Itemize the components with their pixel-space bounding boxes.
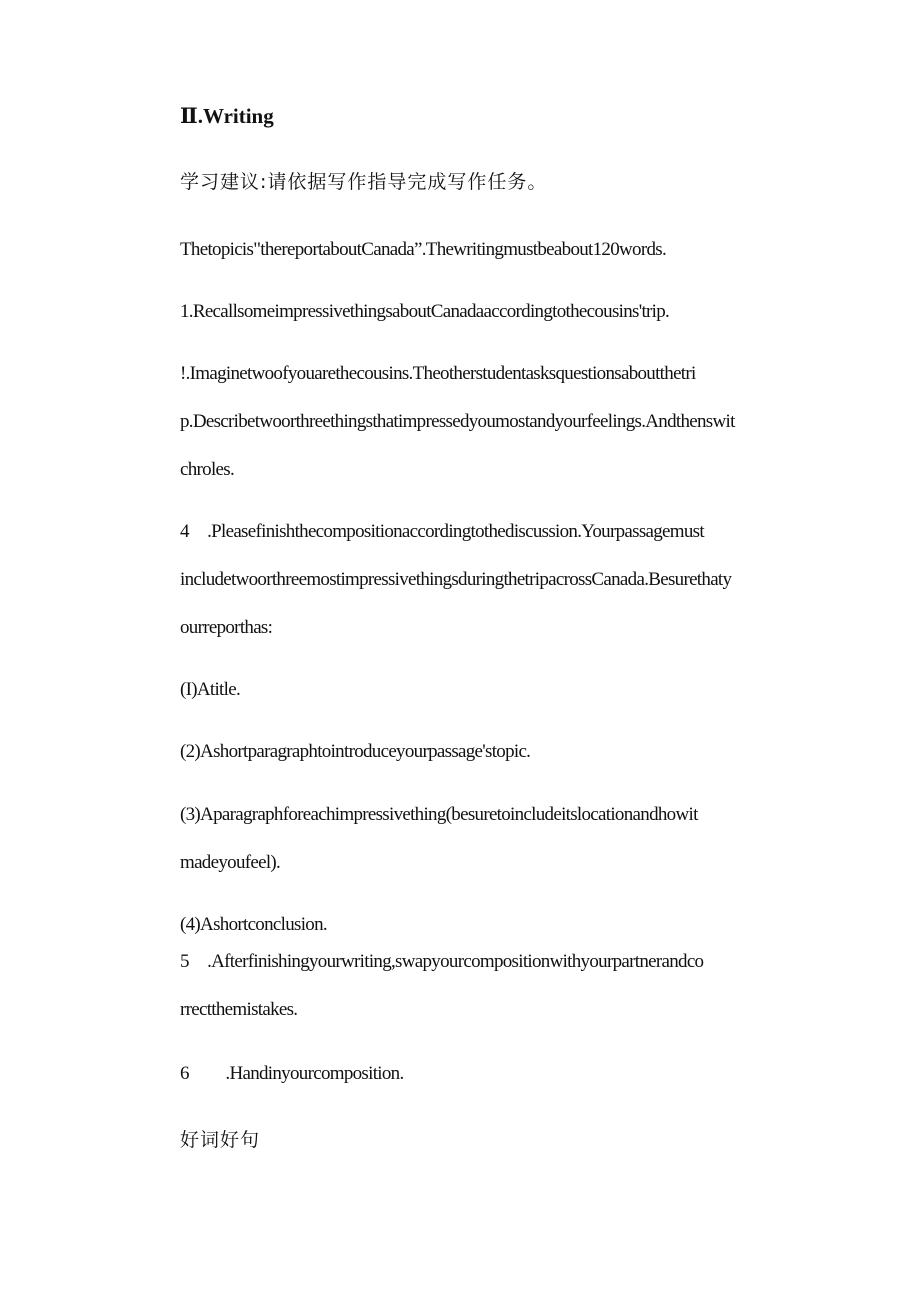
step-5-line-1: 5 .Afterfinishingyourwriting,swapyourcompositionwithyourpartnerandco — [180, 951, 704, 972]
step-2-line-1: !.Imaginetwoofyouarethecousins.Theotherstudentasksquestionsaboutthetri — [180, 363, 696, 384]
step-4-line-2: includetwoorthreemostimpressivethingsduringthetripacrossCanada.Besurethaty — [180, 569, 732, 590]
requirement-1: (I)Atitle. — [180, 679, 241, 700]
topic-statement: Thetopicis"thereportaboutCanada”.Thewritingmustbeabout120words. — [180, 239, 667, 260]
step-6: 6 .Handinyourcomposition. — [180, 1063, 404, 1084]
requirement-3-line-2: madeyoufeel). — [180, 852, 281, 873]
requirement-4: (4)Ashortconclusion. — [180, 914, 327, 935]
step-1: 1.RecallsomeimpressivethingsaboutCanadaaccordingtothecousins'trip. — [180, 301, 670, 322]
section-heading: Ⅱ.Writing — [180, 104, 274, 128]
step-2-line-3: chroles. — [180, 459, 235, 480]
study-advice: 学习建议:请依据写作指导完成写作任务。 — [180, 171, 548, 193]
footer-heading: 好词好句 — [180, 1129, 261, 1151]
requirement-3-line-1: (3)Aparagraphforeachimpressivething(besuretoincludeitslocationandhowit — [180, 804, 698, 825]
step-2-line-2: p.Describetwoorthreethingsthatimpressedyoumostandyourfeelings.Andthenswit — [180, 411, 735, 432]
step-5-line-2: rrectthemistakes. — [180, 999, 298, 1020]
step-4-line-1: 4 .Pleasefinishthecompositionaccordingtothediscussion.Yourpassagemust — [180, 521, 704, 542]
requirement-2: (2)Ashortparagraphtointroduceyourpassage'stopic. — [180, 741, 531, 762]
step-4-line-3: ourreporthas: — [180, 617, 273, 638]
